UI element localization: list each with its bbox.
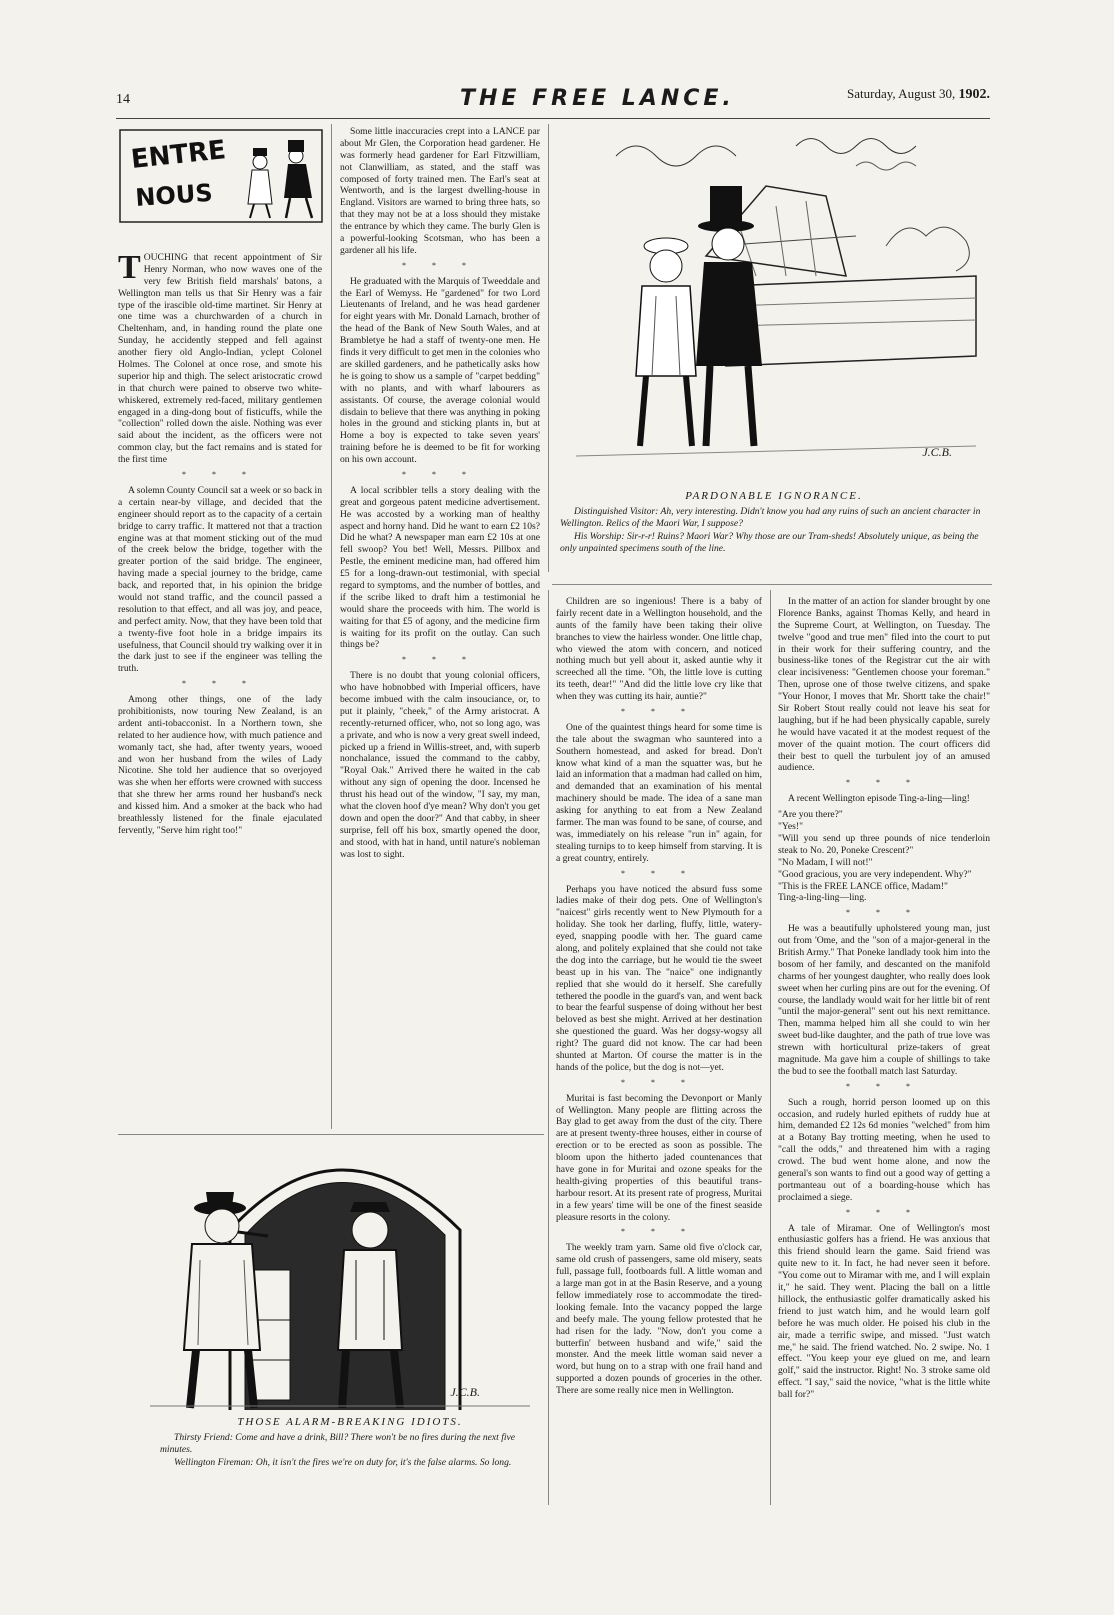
separator-stars: * * * [846, 908, 922, 918]
dialogue-line: "No Madam, I will not!" [778, 856, 873, 868]
dialogue-line: "This is the FREE LANCE office, Madam!" [778, 880, 948, 892]
separator-stars: * * * [846, 1207, 922, 1217]
issue-year: 1902. [958, 87, 990, 102]
article-paragraph: A tale of Miramar. One of Wellington's most enthusiastic golfers has a friend. He was anxious that this friend should learn the game. Said friend was quite new to it. In fact, he had never seen it before. "You come out to Miramar with me, and I will explain it," he said. They went. Placing the ball on a little hillock, the enthusiastic golfer dramatically asked his friend to just watch him, and he would learn golf before he was much older. He poised his club in the air, made a terrific swipe, and missed. "Just watch me," he said. The friend watched. No. 2 swipe. No. 1 effect. "You keep your eye glued on me, and learn golf," said the instructor. Right! No. 3 stroke same old effect. "I say," said the novice, "what is the little white ball for?" [778, 1222, 990, 1401]
separator-stars: * * * [621, 1227, 697, 1237]
article-paragraph: Muritai is fast becoming the Devonport or Manly of Wellington. Many people are flitting across the Bay glad to get away from the dust of the city. There are at present twenty-three houses, either in course of erection or to be erected as soon as possible. The bloom upon the hitherto jaded countenances that have gone in for Muritai and ozone speaks for the health-giving properties of this beautiful trans-harbour resort. At its present rate of progress, Muritai in a few years' time will be one of the finest seaside pleasure resorts in the colony. [556, 1092, 762, 1223]
column-3 [556, 596, 762, 1401]
section-rule [118, 1134, 544, 1135]
cartoon-illustration [150, 1140, 530, 1410]
dialogue-line: "Yes!" [778, 821, 803, 833]
dialogue-line: "Are you there?" [778, 809, 843, 821]
separator-stars: * * * [402, 260, 478, 270]
article-paragraph: A solemn County Council sat a week or so back in a certain near-by village, and decided that the engineer should report as to the capacity of a certain bridge to carry traffic. It mattered not that a traction engine was at that moment sticking out of the mud of the creek below the bridge, together with the greater portion of the said bridge. The engineer, having made a special journey to the bridge, came back, and reported that, in his opinion the bridge would not stand traffic, and the council passed a resolution to that effect, and all was joy, and peace, and perfect amity. Now, that they have been told that a twenty-five foot hole in a bridge impairs its usefulness, that Council should try walking over it in the dark just to see if the engineer was telling the truth. [118, 484, 322, 675]
separator-stars: * * * [846, 778, 922, 788]
article-paragraph: Some little inaccuracies crept into a LANCE par about Mr Glen, the Corporation head gardener. He was formerly head gardener for Earl Fitzwilliam, not Clanwilliam, as stated, and the staff was composed of forty trained men. The Earl's seat at Wentworth, and is the largest dwelling-house in England. Visitors are warned to bring three hats, so that they may not be at a loss should they mistake the entrance by which they came. The burly Glen is a powerful-looking Scotsman, who has been a gardener all his life. [340, 126, 540, 256]
cartoon-illustration [556, 126, 992, 486]
entre-nous-logo [118, 128, 324, 224]
cartoon-caption [560, 490, 988, 556]
caption-line: His Worship: Sir-r-r! Ruins? Maori War? Why those are our Tram-sheds! Absolutely unique, as being the only unpainted specimens south of the line. [560, 530, 979, 555]
dialogue-line: Ting-a-ling-ling—ling. [778, 892, 867, 904]
masthead-title: THE FREE LANCE. [460, 86, 735, 111]
separator-stars: * * * [621, 1077, 697, 1087]
article-paragraph: A recent Wellington episode Ting-a-ling—ling! [788, 793, 970, 805]
caption-line: Wellington Fireman: Oh, it isn't the fires we're on duty for, it's the false alarms. So long. [174, 1456, 512, 1468]
caption-line: Distinguished Visitor: Ah, very interesting. Didn't know you had any ruins of such an ancient character in Wellington. Relics of the Maori War, I suppose? [560, 506, 981, 530]
cartoon-title: PARDONABLE IGNORANCE. [685, 490, 863, 502]
article-paragraph: The weekly tram yarn. Same old five o'clock car, same old crush of passengers, same old misery, seats full, passage full, footboards full. A little woman and a large man got in at the Basin Reserve, and a young fellow immediately rose to accommodate the tired-looking female. Into the vacancy popped the large and beefy male. The young fellow protested that he had risen for the lady. "Now, don't you come a butterfin' between husband and wife," said the monster. And the meek little woman said never a word, but hung on to a strap with one frail hand and supported a dozen pounds of groceries in the other. There are some really nice men in Wellington. [556, 1242, 762, 1397]
column-rule [548, 124, 549, 572]
column-rule [770, 590, 771, 1505]
article-paragraph: In the matter of an action for slander brought by one Florence Banks, against Thomas Kelly, and heard in the Supreme Court, at Wellington, on Tuesday. The twelve "good and true men" filed into the court to put in their work for their suffering country, and the business-like tones of the Registrar cut the air with clear incisiveness: "Gentlemen choose your foreman." Then, uprose one of those twelve citizens, and spake "Your Honor, I moves that Mr. Shortt take the chair!" Sir Robert Stout really could not leave his seat for laughing, but if he had been physically capable, surely he would have vacated it at the modest request of the mover of the quaint motion. The court officers did their best to quell the turbulent joy of an amused audience. [778, 596, 990, 774]
separator-stars: * * * [402, 469, 478, 479]
cartoon-pardonable-ignorance [556, 126, 992, 486]
article-text: OUCHING that recent appointment of Sir Henry Norman, who now waves one of the very few British field marshals' batons, a Wellington man tells us that Sir Henry was a fair type of the irascible old-time martinet. Sir Henry at one time was a churchwarden of a church in Cheltenham, and, in handing round the plate one Sunday, he accidently stepped and fell against another fiery old Anglo-Indian, yclept Colonel Holmes. The Colonel at once rose, and smote his superior hip and thigh. The select aristocratic crowd in that church were pained to observe two white-whiskered, extremely red-faced, military gentlemen engaged in a ding-dong bout of fisticuffs, while the "collection" rolled down the aisle. Nothing was ever said about the incident, as the officers were not common clay, but the fact remains and is stated for the first time [118, 252, 322, 466]
cartoon-signature: J.C.B. [922, 445, 952, 459]
separator-stars: * * * [621, 707, 697, 717]
svg-text:NOUS: NOUS [134, 178, 214, 212]
separator-stars: * * * [402, 655, 478, 665]
issue-date [847, 86, 990, 103]
entre-nous-illustration [118, 128, 324, 224]
dialogue-line: "Good gracious, you are very independent. Why?" [778, 868, 972, 880]
page-number: 14 [116, 92, 130, 107]
article-paragraph: Children are so ingenious! There is a baby of fairly recent date in a Wellington household, and the aunts of the family have been taking their olive branches to view the hairless wonder. One little chap, who viewed the atom with concern, and noticed nothing much but yell about it, asked auntie why it screeched all the time. "Oh, the little love is cutting its teeth, dear!" "And did the little love cry like that when they was cutting its hair, auntie?" [556, 596, 762, 703]
cartoon-signature: J.C.B. [450, 1385, 480, 1399]
article-paragraph: Among other things, one of the lady prohibitionists, now touring New Zealand, is an ardent anti-tobacconist. In a Northern town, she related to her audience how, with much patience and womanly tact, she had, after twenty years, wooed and won her husband from the wiles of Lady Nicotine. She told her audience that so overjoyed was she when her efforts were crowned with success that she threw her arms round her husband's neck and kissed him. And a smoker at the back who had breathlessly listened for the finale ejaculated fervently, "Serve him right too!" [118, 694, 322, 836]
cartoon-caption [160, 1416, 540, 1469]
column-rule [331, 124, 332, 1129]
separator-stars: * * * [182, 679, 258, 689]
header-rule [116, 118, 990, 119]
article-paragraph [118, 249, 322, 466]
column-2 [340, 126, 540, 864]
article-paragraph: One of the quaintest things heard for some time is the tale about the swagman who sauntered into a Southern homestead, and asked for bread. Don't know what kind of a man the squatter was, but he laid an information that a madman had called on him, and demanded that an examination of his mental machinery should be made. The idea of a sane man asking for anything to eat from a New Zealand farmer. The man was found to be sane, of course, and was, immediately on his release "run in" again, for stealing turnips to to keep himself from starving. It is a great country, entirely. [556, 721, 762, 864]
column-4 [778, 596, 990, 1405]
cartoon-title: THOSE ALARM-BREAKING IDIOTS. [237, 1416, 463, 1428]
separator-stars: * * * [621, 868, 697, 878]
article-paragraph: He graduated with the Marquis of Tweeddale and the Earl of Wemyss. He "gardened" for two Lord Lieutenants of Ireland, and he was head gardener for eight years with Mr. Donald Larnach, brother of the head of the Bank of New South Wales, and at Brambletye he had a staff of twenty-one men. He finds it very difficult to get men in the colonies who are skilled gardeners, and he pathetically asks how he is going to show us a sample of "carpet bedding" with no plants, and with wharf labourers as assistants. Of course, the average colonial would disdain to believe that there was anything in poking holes in the ground and sticking plants in, but at Home a boy is expected to take seven years' training before he is deemed to be fit for working on his own account. [340, 275, 540, 466]
article-paragraph: Such a rough, horrid person loomed up on this occasion, and rudely hurled epithets of ruddy hue at him, demanded £2 12s 6d monies "welched" from him at a Botany Bay trotting meeting, when he used to "call the odds," and threatened him with a raging crowd. The bud went home alone, and now the general's son wants to find out a good way of getting a portmanteau out of a boarding-house which has proclaimed a siege. [778, 1096, 990, 1203]
article-paragraph: A local scribbler tells a story dealing with the great and gorgeous patent medicine advertisement. He was accosted by a working man of healthy aspect and horny hand. Did he want to earn £2 10s? Did he what? A newspaper man earn £2 10s at one fell swoop? You bet! Well, Messrs. Pillbox and Pestle, the eminent medicine man, had offered him £5 for a long-drawn-out testimonial, with special regard to symptoms, and the number of bottles, and if the scribe liked to draft him a testimonial he would share the proceeds with him. The world is waiting for that £5 of agony, and the medicine firm is waiting for its profit on the outlay. Can such things be? [340, 484, 540, 651]
column-rule [548, 590, 549, 1505]
separator-stars: * * * [846, 1081, 922, 1091]
separator-stars: * * * [182, 470, 258, 480]
caption-line: Thirsty Friend: Come and have a drink, Bill? There won't be no fires during the next five minutes. [160, 1432, 516, 1456]
issue-date-text: Saturday, August 30, [847, 86, 956, 101]
article-paragraph: Perhaps you have noticed the absurd fuss some ladies make of their dog pets. One of Wellington's "naicest" girls recently went to New Plymouth for a holiday. She took her darling, fluffy, little, watery-eyed, snapping poodle with her. The guard came along, and politely explained that she could not take the dog into the carriage, but he would tie the sweet beast up in his van. The "naice" one indignantly replied that she would do it herself. She carefully tethered the poodle in the guard's van, and went back to bear the fearful suspense of doing without her best beloved as best she might. Arrived at her destination she questioned the guard. Was her dogsy-wogsy all right? The guard did not know. The car had been shunted at Marton. Of course the matter is in the hands of the police, but the dog is not—yet. [556, 883, 762, 1073]
cartoon-alarm-breaking-idiots [150, 1140, 530, 1410]
article-paragraph: He was a beautifully upholstered young man, just out from 'Ome, and the "son of a major-general in the British Army." That Poneke landlady took him into the bosom of her family, and descanted on the manifold charms of her youngest daughter, who really does look sweet when her curling pins are out for the evening. Of course, the landlady would wait for her little bit of rent "until the major-general" sent out his next remittance. Then, mamma helped him all she could to win her sweet bud-like daughter, and the path of true love was strewn with horticultural prize-takers of great magnitude. Ma gave him a couple of shillings to take the bud to see the football match last Saturday. [778, 923, 990, 1077]
svg-text:ENTRE: ENTRE [129, 135, 228, 175]
article-paragraph: There is no doubt that young colonial officers, who have hobnobbed with Imperial officers, have become imbued with the calm insouciance, or, to put it plainly, "cheek," of the Army aristocrat. A recently-returned officer, who, not so long ago, was a private, and who is now a very great swell indeed, picked up a friend in Willis-street, and, with superb nonchalance, issued the command to the cabby, "Royal Oak." Arrived there he waited in the cab without any sign of opening the door. Incensed he thrust his head out of the window, "I say, my man, what the cloven hoof d'ye mean? Why don't you get down and open the door?" And that cabby, in sheer surprise, fell off his box, smartly opened the door, and stood, with hat in hand, until nature's nobleman was lost to sight. [340, 670, 540, 860]
section-rule [552, 584, 992, 585]
dialogue-line: "Will you send up three pounds of nice tenderloin steak to No. 20, Poneke Crescent?" [778, 832, 990, 856]
column-1 [118, 249, 322, 841]
drop-cap: T [118, 249, 141, 286]
